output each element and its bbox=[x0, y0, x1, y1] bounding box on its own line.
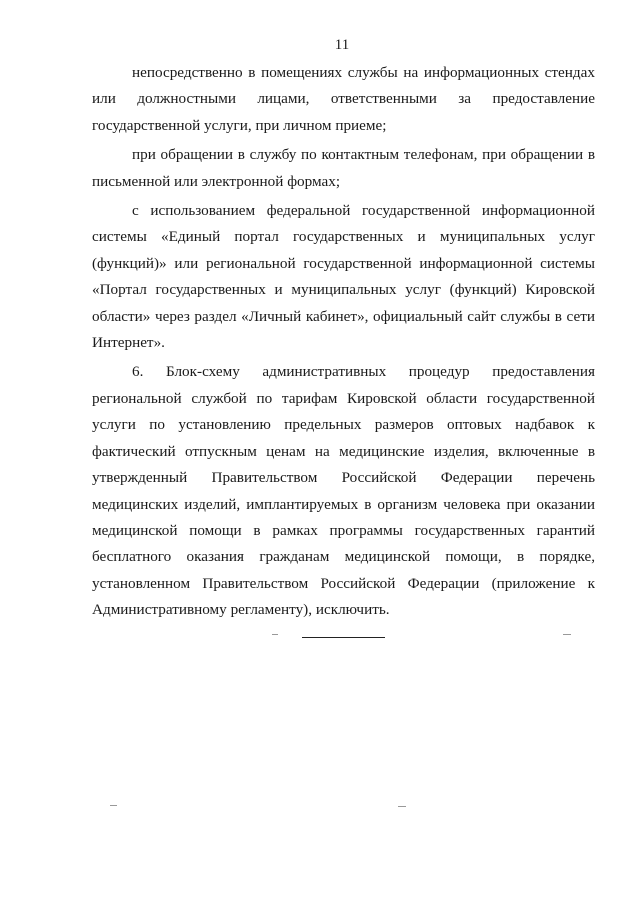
paragraph-unified-portal: с использованием федеральной государственной информационной системы «Единый портал государственных и муниципальных услуг (функций)» или региональной государственной информационной системы «Портал государственных и муниципальных услуг (функций) Кировской области» через раздел «Личный кабинет», официальный сайт службы в сети Интернет». bbox=[92, 202, 595, 352]
paragraph-contact-phones: при обращении в службу по контактным телефонам, при обращении в письменной или электронной формах; bbox=[92, 146, 595, 190]
scan-artifact bbox=[398, 806, 406, 807]
document-body bbox=[92, 60, 595, 624]
paragraph-item-6: 6. Блок-схему административных процедур предоставления региональной службой по тарифам Кировской области государственной услуги по установлению предельных размеров оптовых надбавок к фактический отпускным ценам на медицинские изделия, включенные в утвержденный Правительством Российской Федерации перечень медицинских изделий, имплантируемых в организм человека при оказании медицинской помощи в рамках программы государственных гарантий бесплатного оказания гражданам медицинской помощи, в порядке, установленном Правительством Российской Федерации (приложение к Административному регламенту), исключить. bbox=[92, 363, 595, 619]
end-of-text-rule bbox=[302, 637, 385, 638]
page-number: 11 bbox=[334, 37, 350, 53]
paragraph-information-stands: непосредственно в помещениях службы на информационных стендах или должностными лицами, ответственными за предоставление государственной услуги, при личном приеме; bbox=[92, 64, 595, 134]
scan-artifact bbox=[272, 634, 278, 635]
scan-artifact bbox=[563, 634, 571, 635]
scan-artifact bbox=[110, 805, 117, 806]
